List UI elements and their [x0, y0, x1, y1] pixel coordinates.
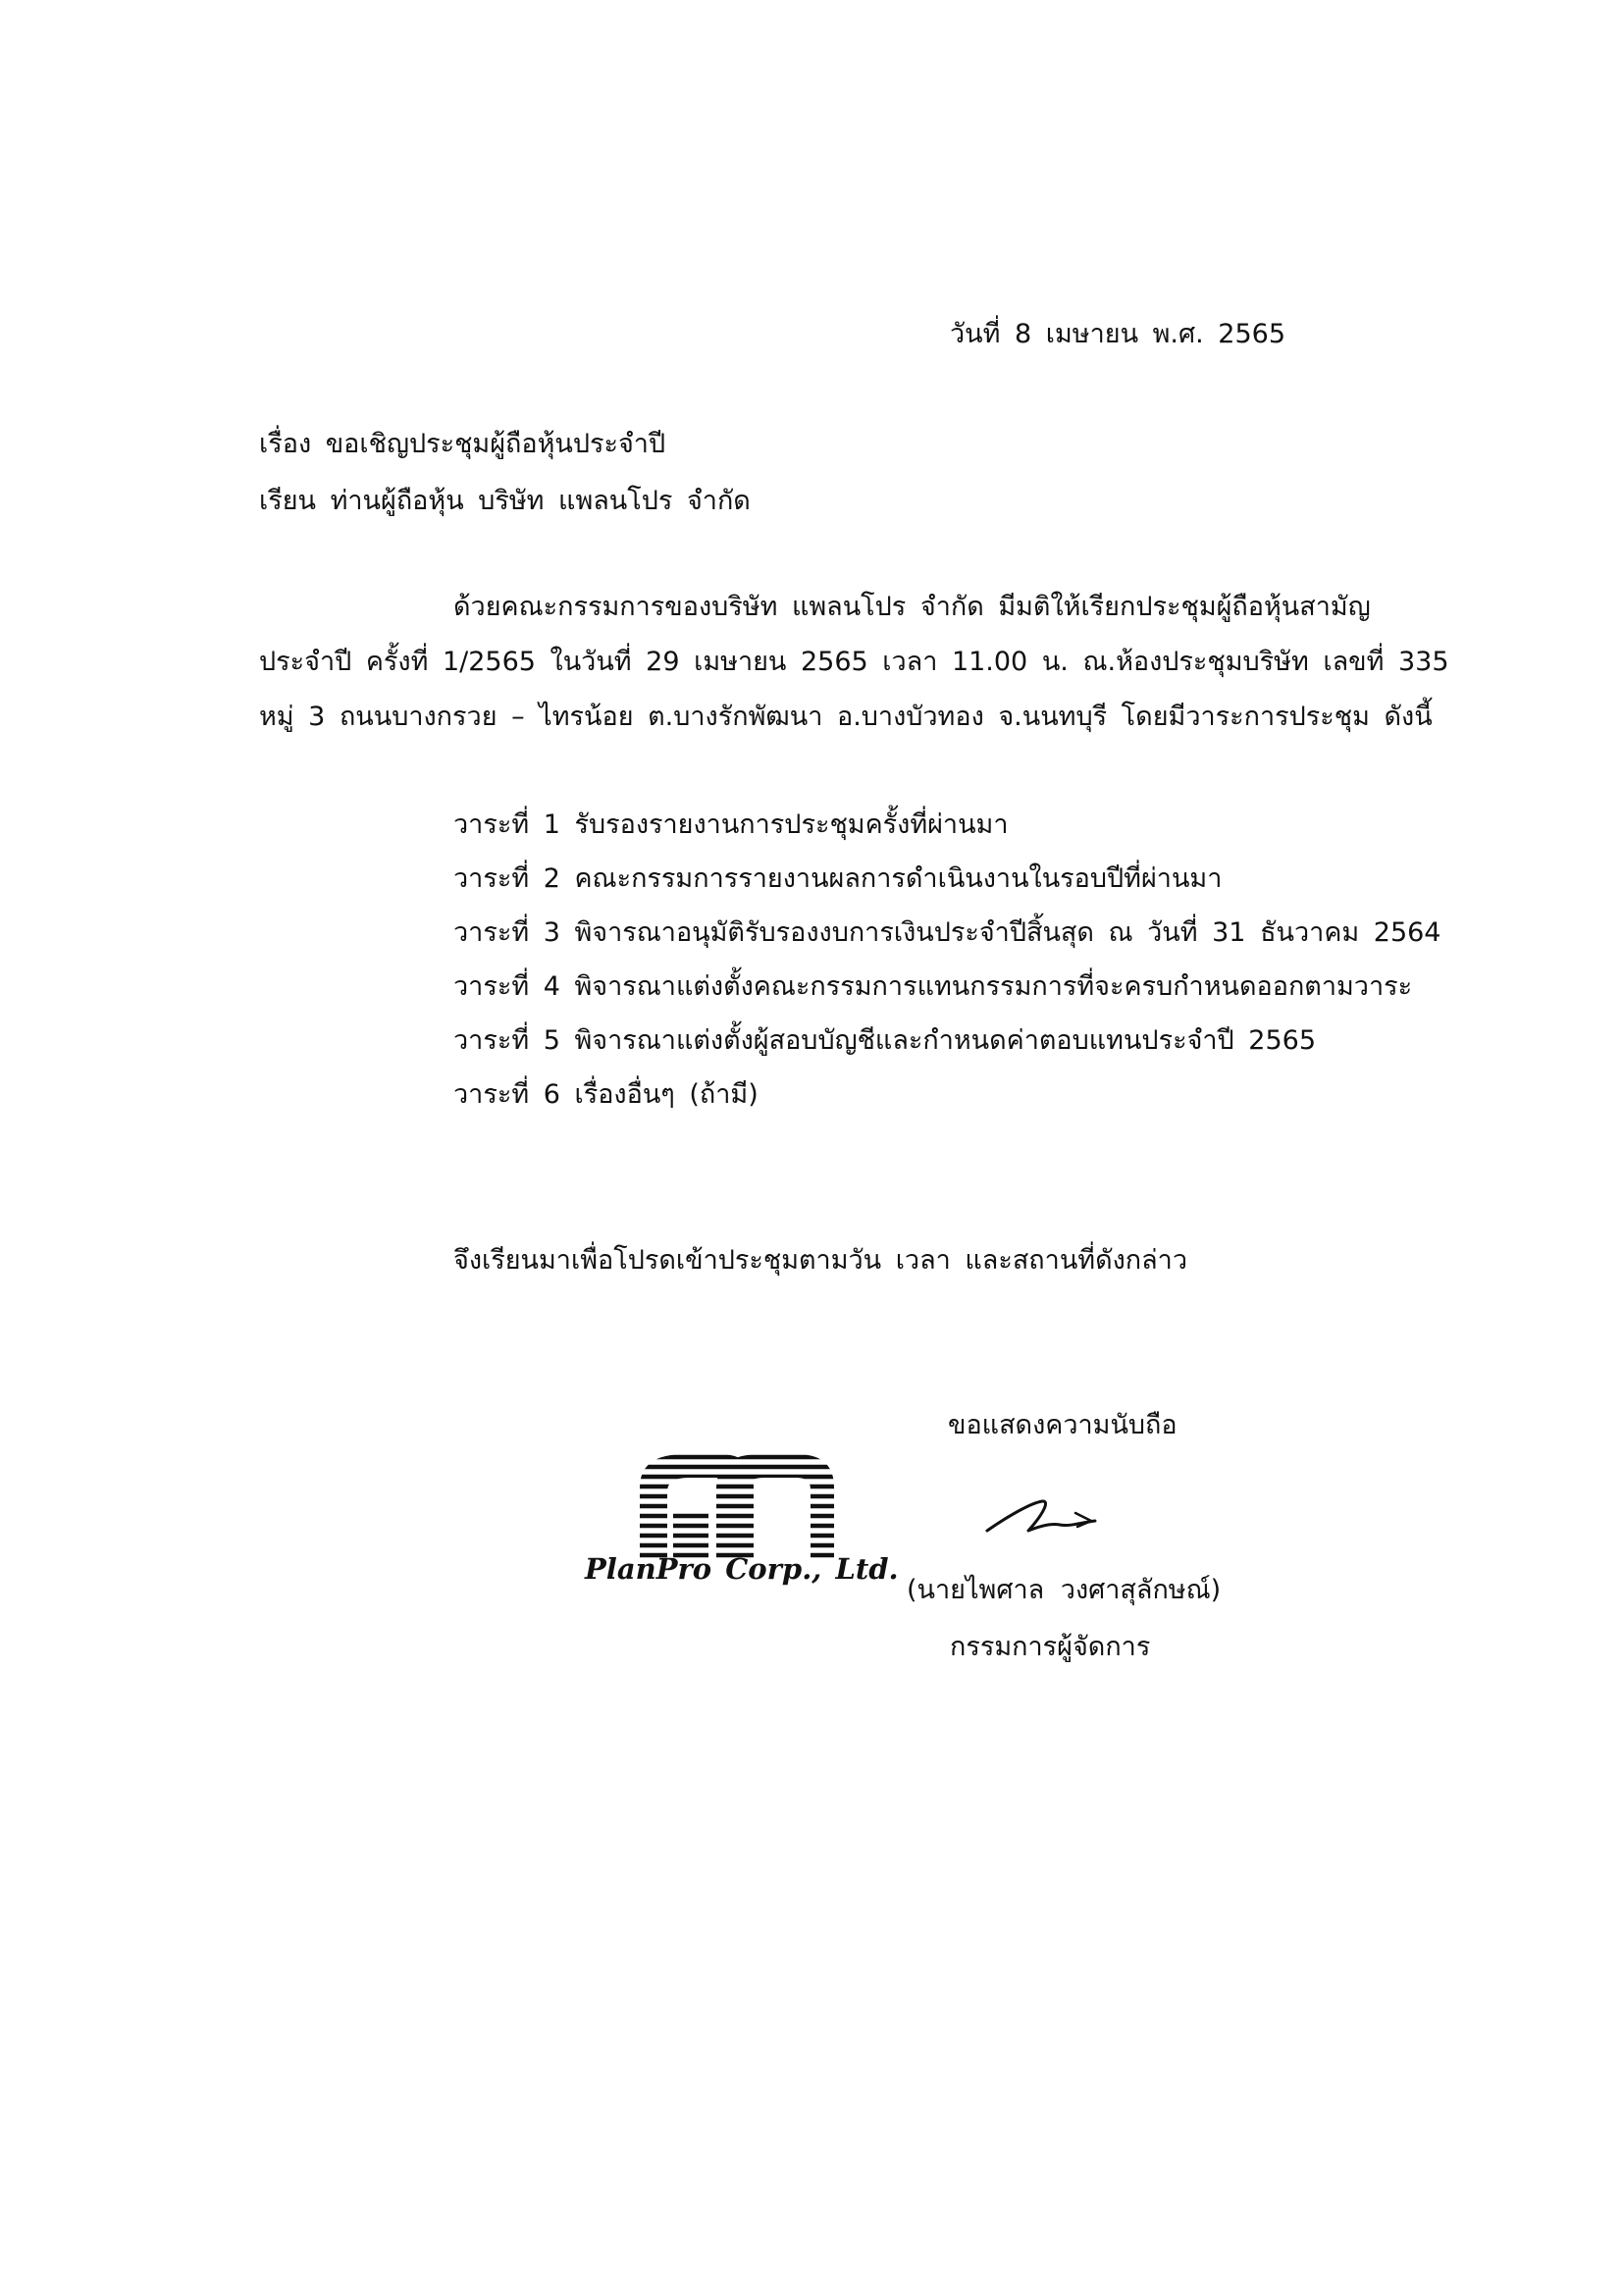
company-logo-icon [634, 1448, 840, 1562]
letter-subject: เรื่อง ขอเชิญประชุมผู้ถือหุ้นประจำปี [259, 429, 666, 459]
agenda-item: วาระที่ 1 รับรองรายงานการประชุมครั้งที่ผ่านมา [453, 809, 1009, 840]
letter-date: วันที่ 8 เมษายน พ.ศ. 2565 [950, 319, 1286, 349]
agenda-item: วาระที่ 3 พิจารณาอนุมัติรับรองงบการเงินประจำปีสิ้นสุด ณ วันที่ 31 ธันวาคม 2564 [453, 917, 1441, 948]
body-paragraph-line: ด้วยคณะกรรมการของบริษัท แพลนโปร จำกัด มีมติให้เรียกประชุมผู้ถือหุ้นสามัญ [453, 592, 1371, 622]
company-name: PlanPro Corp., Ltd. [585, 1552, 899, 1586]
signer-title: กรรมการผู้จัดการ [950, 1632, 1151, 1662]
regards-line: ขอแสดงความนับถือ [948, 1410, 1178, 1440]
body-paragraph-line: หมู่ 3 ถนนบางกรวย – ไทรน้อย ต.บางรักพัฒนา อ.บางบัวทอง จ.นนทบุรี โดยมีวาระการประชุม ดังนี้ [259, 702, 1433, 732]
signature-icon [981, 1487, 1099, 1546]
signer-name: (นายไพศาล วงศาสุลักษณ์) [907, 1575, 1222, 1605]
agenda-item: วาระที่ 4 พิจารณาแต่งตั้งคณะกรรมการแทนกรรมการที่จะครบกำหนดออกตามวาระ [453, 971, 1413, 1002]
closing-sentence: จึงเรียนมาเพื่อโปรดเข้าประชุมตามวัน เวลา และสถานที่ดังกล่าว [453, 1245, 1188, 1276]
agenda-item: วาระที่ 6 เรื่องอื่นๆ (ถ้ามี) [453, 1079, 759, 1110]
agenda-item: วาระที่ 5 พิจารณาแต่งตั้งผู้สอบบัญชีและกำหนดค่าตอบแทนประจำปี 2565 [453, 1025, 1316, 1056]
letter-recipient: เรียน ท่านผู้ถือหุ้น บริษัท แพลนโปร จำกัด [259, 486, 751, 516]
agenda-item: วาระที่ 2 คณะกรรมการรายงานผลการดำเนินงานในรอบปีที่ผ่านมา [453, 863, 1223, 894]
body-paragraph-line: ประจำปี ครั้งที่ 1/2565 ในวันที่ 29 เมษายน 2565 เวลา 11.00 น. ณ.ห้องประชุมบริษัท เลขที่ 335 [259, 647, 1449, 677]
